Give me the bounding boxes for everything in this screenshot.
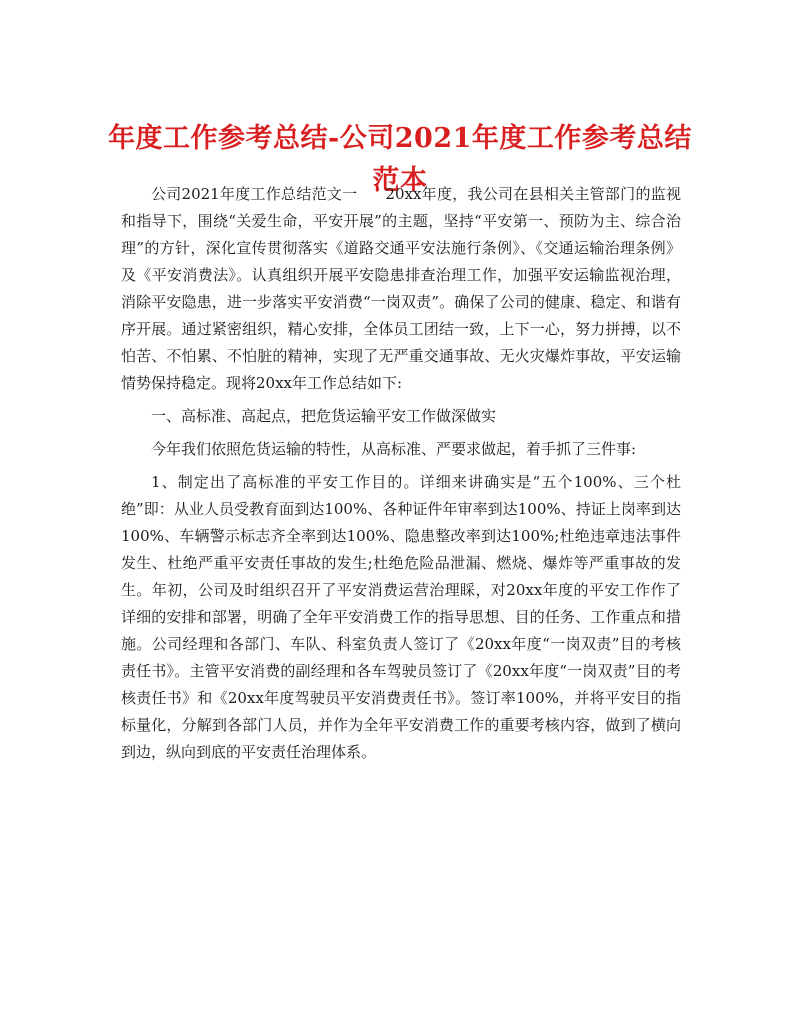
document-body: [121, 181, 681, 766]
paragraph-1-text: 20xx年度，我公司在县相关主管部门的监视和指导下，围绕“关爱生命，平安开展”的主题，坚持“平安第一、预防为主、综合治理”的方针，深化宣传贯彻落实《道路交通平安法施行条例》、《交通运输治理条例》及《平安消费法》。认真组织开展平安隐患排查治理工作，加强平安运输监视治理，消除平安隐患，进一步落实平安消费“一岗双责”。确保了公司的健康、稳定、和谐有序开展。通过紧密组织，精心安排，全体员工团结一致，上下一心，努力拼搏，以不怕苦、不怕累、不怕脏的精神，实现了无严重交通事故、无火灾爆炸事故，平安运输情势保持稳定。现将20xx年工作总结如下:: [121, 185, 681, 392]
paragraph-3: 今年我们依照危货运输的特性，从高标准、严要求做起，着手抓了三件事:: [151, 440, 637, 458]
paragraph-intro: [121, 181, 681, 397]
document-title: 年度工作参考总结-公司2021年度工作参考总结范本: [108, 123, 692, 197]
intro-label: 公司2021年度工作总结范文一: [151, 185, 358, 203]
paragraph-4: 1、制定出了高标准的平安工作目的。详细来讲确实是“五个100%、三个杜绝”即：从业人员受教育面到达100%、各种证件年审率到达100%、持证上岗率到达100%、车辆警示标志齐全率到达100%、隐患整改率到达100%;杜绝违章违法事件发生、杜绝严重平安责任事故的发生;杜绝危险品泄漏、燃烧、爆炸等严重事故的发生。年初，公司及时组织召开了平安消费运营治理睬，对20xx年度的平安工作作了详细的安排和部署，明确了全年平安消费工作的指导思想、目的任务、工作重点和措施。公司经理和各部门、车队、科室负责人签订了《20xx年度“一岗双责”目的考核责任书》。主管平安消费的副经理和各车驾驶员签订了《20xx年度“一岗双责”目的考核责任书》和《20xx年度驾驶员平安消费责任书》。签订率100%，并将平安目的指标量化，分解到各部门人员，并作为全年平安消费工作的重要考核内容，做到了横向到边，纵向到底的平安责任治理体系。: [121, 473, 681, 761]
section-heading-1: 一、高标准、高起点，把危货运输平安工作做深做实: [151, 407, 497, 425]
